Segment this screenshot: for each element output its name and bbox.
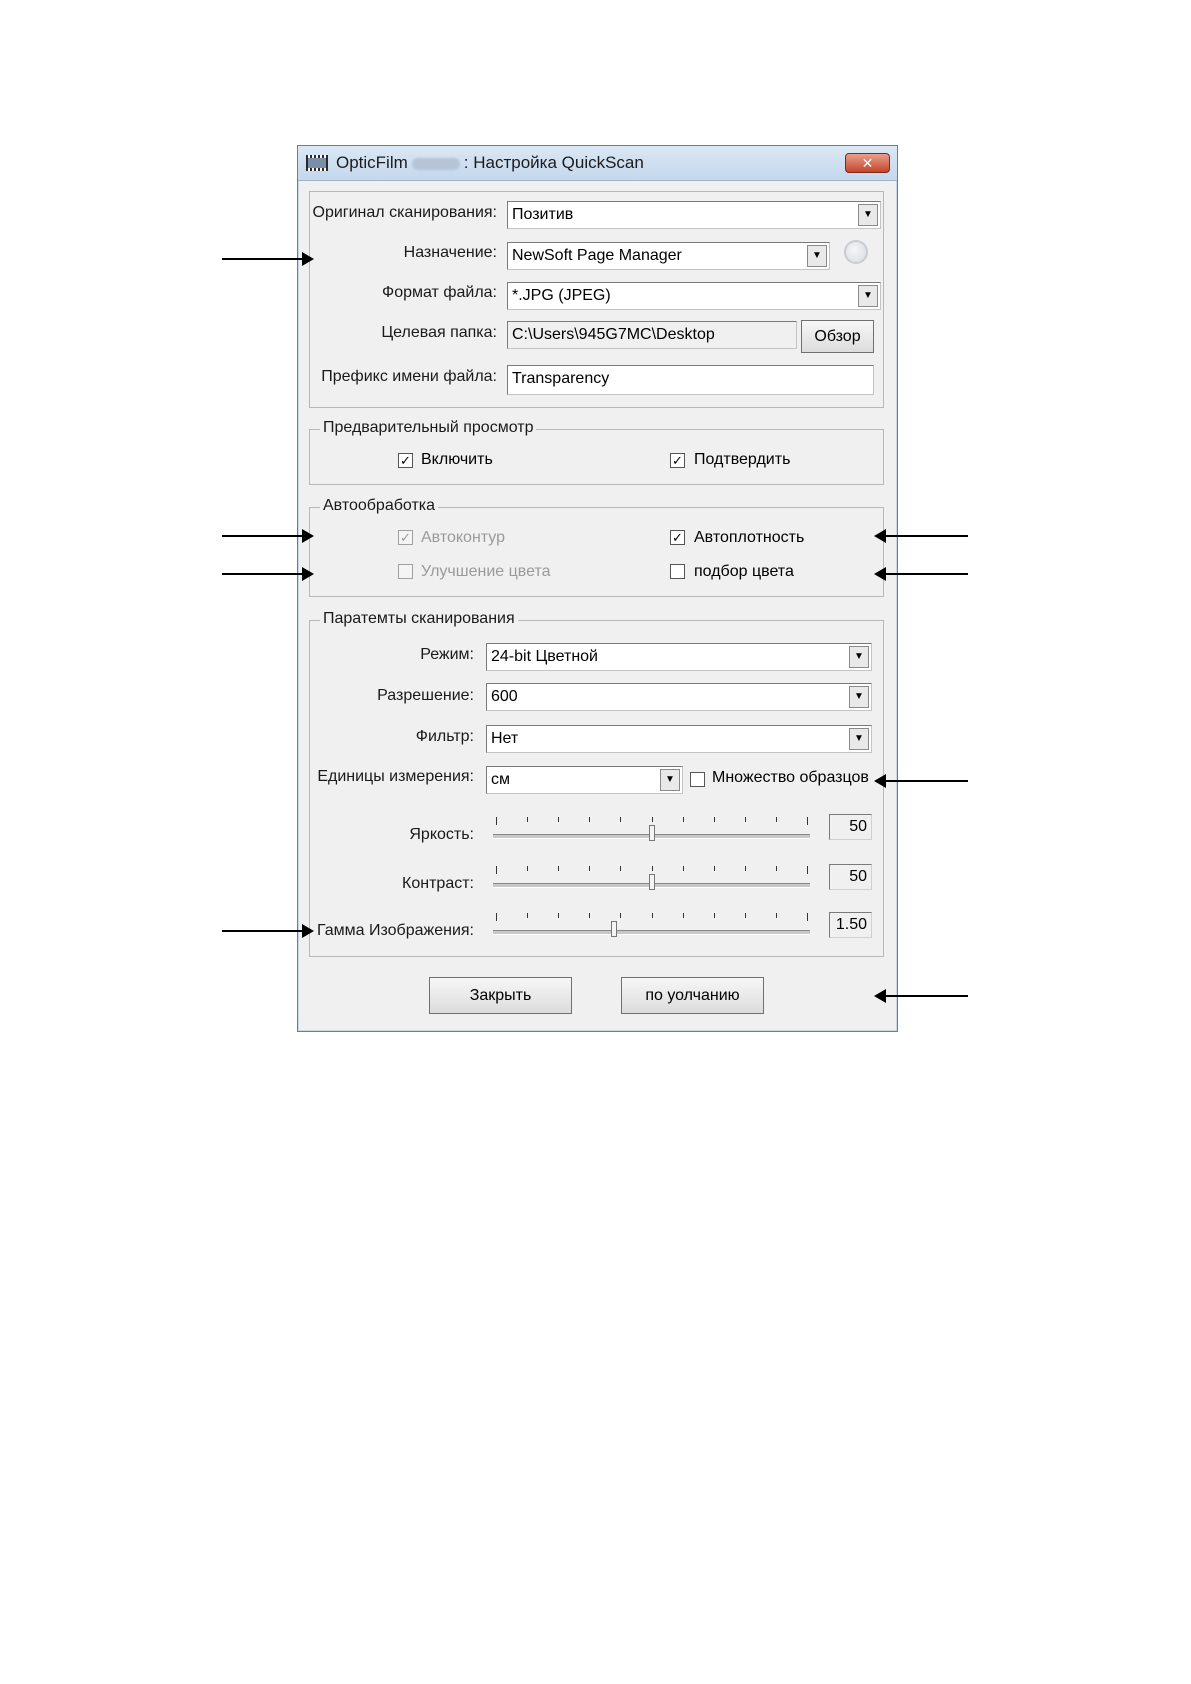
quickscan-settings-window [297,145,898,1032]
preview-confirm-label[interactable]: Подтвердить [694,451,791,468]
chevron-down-icon[interactable]: ▼ [849,728,869,750]
slider-tick [652,866,653,871]
slider-tick [807,866,808,874]
filter-select[interactable]: Нет ▼ [486,725,872,753]
close-icon: ✕ [861,155,874,171]
format-select[interactable]: *.JPG (JPEG) ▼ [507,282,881,310]
auto-group [309,497,884,597]
slider-tick [620,913,621,918]
film-icon [306,155,328,171]
preview-group [309,419,884,485]
slider-tick [776,866,777,871]
preview-group-title: Предварительный просмотр [320,419,536,437]
destination-label: Назначение: [403,244,497,261]
slider-tick [527,817,528,822]
slider-tick [589,866,590,871]
slider-tick [558,913,559,918]
units-label: Единицы измерения: [317,768,474,785]
slider-tick [807,913,808,921]
slider-thumb[interactable] [649,874,655,890]
resolution-label: Разрешение: [377,687,474,704]
annotation-arrow [876,995,968,997]
autodensity-label[interactable]: Автоплотность [694,529,805,546]
annotation-arrow [876,573,968,575]
folder-label: Целевая папка: [381,324,497,341]
annotation-arrow [876,535,968,537]
prefix-input[interactable]: Transparency [507,365,874,395]
slider-tick [558,817,559,822]
mode-select[interactable]: 24-bit Цветной ▼ [486,643,872,671]
close-dialog-button[interactable]: Закрыть [429,977,572,1014]
annotation-arrow [222,930,312,932]
gamma-label: Гамма Изображения: [316,922,474,939]
annotation-arrow [222,535,312,537]
slider-tick [620,817,621,822]
autodensity-checkbox[interactable]: ✓ [670,530,685,545]
slider-tick [683,913,684,918]
chevron-down-icon[interactable]: ▼ [858,204,878,226]
slider-tick [714,913,715,918]
slider-tick [683,817,684,822]
multi-sample-label[interactable]: Множество образцов [712,769,869,786]
prefix-label: Префикс имени файла: [321,368,497,385]
slider-tick [776,817,777,822]
slider-tick [589,913,590,918]
filter-label: Фильтр: [415,728,474,745]
auto-group-title: Автообработка [320,497,438,515]
defaults-button[interactable]: по уолчанию [621,977,764,1014]
color-enhance-checkbox [398,564,413,579]
slider-tick [527,913,528,918]
slider-tick [652,913,653,918]
annotation-arrow [222,258,312,260]
brightness-value[interactable]: 50 [829,814,872,840]
annotation-arrow [222,573,312,575]
slider-tick [714,866,715,871]
slider-tick [558,866,559,871]
slider-tick [714,817,715,822]
brightness-label: Яркость: [409,826,474,843]
multi-sample-checkbox[interactable] [690,772,705,787]
resolution-select[interactable]: 600 ▼ [486,683,872,711]
preview-enable-label[interactable]: Включить [421,451,493,468]
slider-thumb[interactable] [611,921,617,937]
slider-tick [496,866,497,874]
slider-tick [527,866,528,871]
preview-confirm-checkbox[interactable]: ✓ [670,453,685,468]
chevron-down-icon[interactable]: ▼ [849,686,869,708]
destination-select[interactable]: NewSoft Page Manager ▼ [507,242,830,270]
window-title: OpticFilm : Настройка QuickScan [336,153,644,172]
slider-tick [589,817,590,822]
gamma-value[interactable]: 1.50 [829,912,872,938]
slider-tick [776,913,777,918]
slider-track [493,930,810,935]
autocrop-label: Автоконтур [421,529,506,546]
slider-tick [745,913,746,918]
brightness-slider[interactable] [493,813,810,843]
slider-tick [652,817,653,822]
slider-tick [620,866,621,871]
slider-tick [745,866,746,871]
annotation-arrow [876,780,968,782]
slider-tick [683,866,684,871]
slider-tick [496,913,497,921]
format-label: Формат файла: [382,284,497,301]
slider-tick [807,817,808,825]
preview-enable-checkbox[interactable]: ✓ [398,453,413,468]
original-label: Оригинал сканирования: [312,204,497,221]
chevron-down-icon[interactable]: ▼ [807,245,827,267]
color-match-label[interactable]: подбор цвета [694,563,794,580]
chevron-down-icon[interactable]: ▼ [849,646,869,668]
color-enhance-label: Улучшение цвета [421,563,551,580]
title-bar[interactable] [298,146,897,181]
close-button[interactable] [845,153,890,173]
chevron-down-icon[interactable]: ▼ [858,285,878,307]
autocrop-checkbox: ✓ [398,530,413,545]
destination-settings-icon[interactable] [844,240,868,264]
contrast-value[interactable]: 50 [829,864,872,890]
scan-params-group-title: Паратемты сканирования [320,610,518,628]
slider-tick [745,817,746,822]
units-select[interactable]: см ▼ [486,766,683,794]
mode-label: Режим: [420,646,474,663]
color-match-checkbox[interactable] [670,564,685,579]
original-select[interactable]: Позитив ▼ [507,201,881,229]
browse-button[interactable]: Обзор [801,320,874,353]
slider-tick [496,817,497,825]
slider-thumb[interactable] [649,825,655,841]
gamma-slider[interactable] [493,909,810,939]
contrast-label: Контраст: [402,875,474,892]
chevron-down-icon[interactable]: ▼ [660,769,680,791]
folder-field: C:\Users\945G7MC\Desktop [507,321,797,349]
contrast-slider[interactable] [493,862,810,892]
